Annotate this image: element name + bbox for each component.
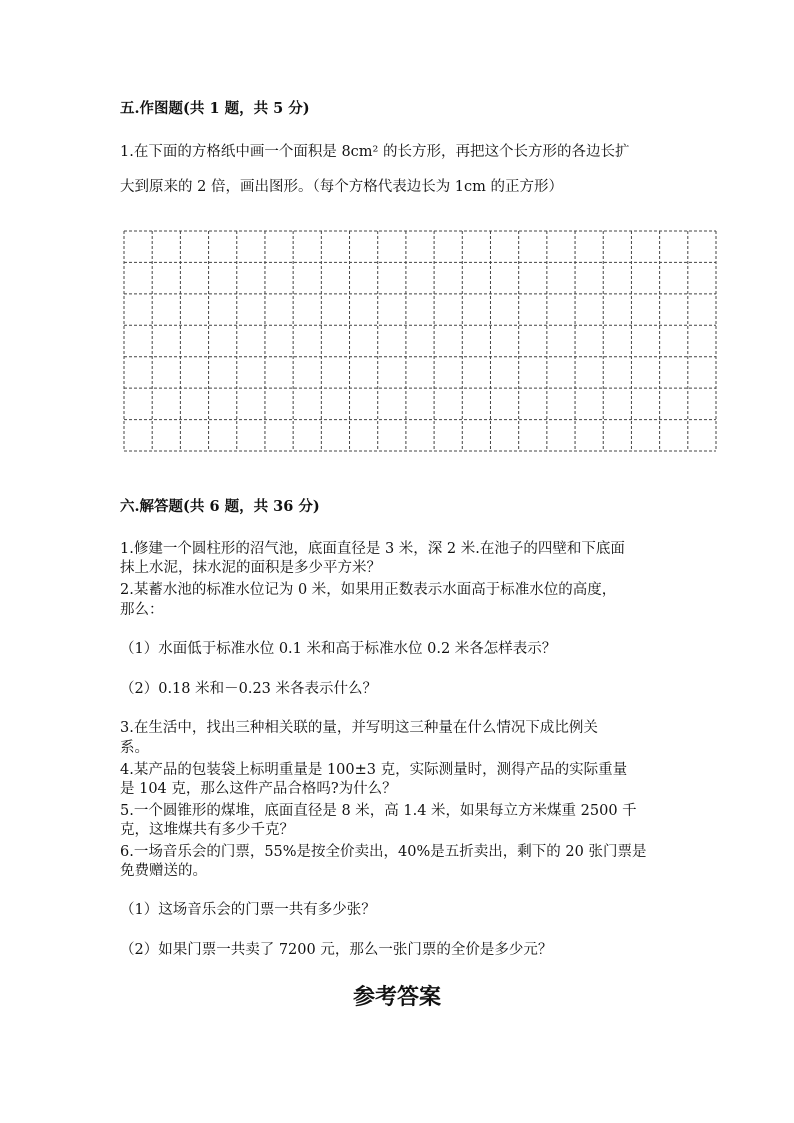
s6-question-2-sub-1: （1）水面低于标准水位 0.1 米和高于标准水位 0.2 米各怎样表示？ [120,641,557,657]
s6-question-3-line-1: 3.在生活中，找出三种相关联的量，并写明这三种量在什么情况下成比例关 [120,720,598,736]
answers-title: 参考答案 [352,984,441,1010]
s6-question-5-line-2: 克，这堆煤共有多少千克？ [120,822,294,838]
s5-question-1-line-1: 1.在下面的方格纸中画一个面积是 8cm² 的长方形，再把这个长方形的各边长扩 [120,144,630,160]
s6-question-2-line-2: 那么： [120,602,164,618]
square-grid [123,230,717,452]
s6-question-1-line-2: 抹上水泥，抹水泥的面积是多少平方米？ [120,560,381,576]
s6-question-6-line-2: 免费赠送的。 [120,863,207,879]
section-6-heading: 六.解答题(共 6 题，共 36 分) [120,498,320,515]
s6-question-2-sub-2: （2）0.18 米和－0.23 米各表示什么？ [120,681,378,697]
section-5-heading: 五.作图题(共 1 题，共 5 分) [120,100,310,117]
s5-question-1-line-2: 大到原来的 2 倍，画出图形。（每个方格代表边长为 1cm 的正方形） [120,179,564,195]
s6-question-6-sub-1: （1）这场音乐会的门票一共有多少张？ [120,902,376,918]
s6-question-6-line-1: 6.一场音乐会的门票，55%是按全价卖出，40%是五折卖出，剩下的 20 张门票是 [120,844,647,860]
s6-question-3-line-2: 系。 [120,740,149,756]
s6-question-2-line-1: 2.某蓄水池的标准水位记为 0 米，如果用正数表示水面高于标准水位的高度， [120,582,617,598]
s6-question-1-line-1: 1.修建一个圆柱形的沼气池，底面直径是 3 米，深 2 米.在池子的四壁和下底面 [120,541,625,557]
s6-question-4-line-1: 4.某产品的包装袋上标明重量是 100±3 克，实际测量时，测得产品的实际重量 [120,762,628,778]
s6-question-6-sub-2: （2）如果门票一共卖了 7200 元，那么一张门票的全价是多少元？ [120,942,553,958]
s6-question-5-line-1: 5.一个圆锥形的煤堆，底面直径是 8 米，高 1.4 米，如果每立方米煤重 2500 千 [120,803,637,819]
s6-question-4-line-2: 是 104 克，那么这件产品合格吗?为什么？ [120,781,397,797]
